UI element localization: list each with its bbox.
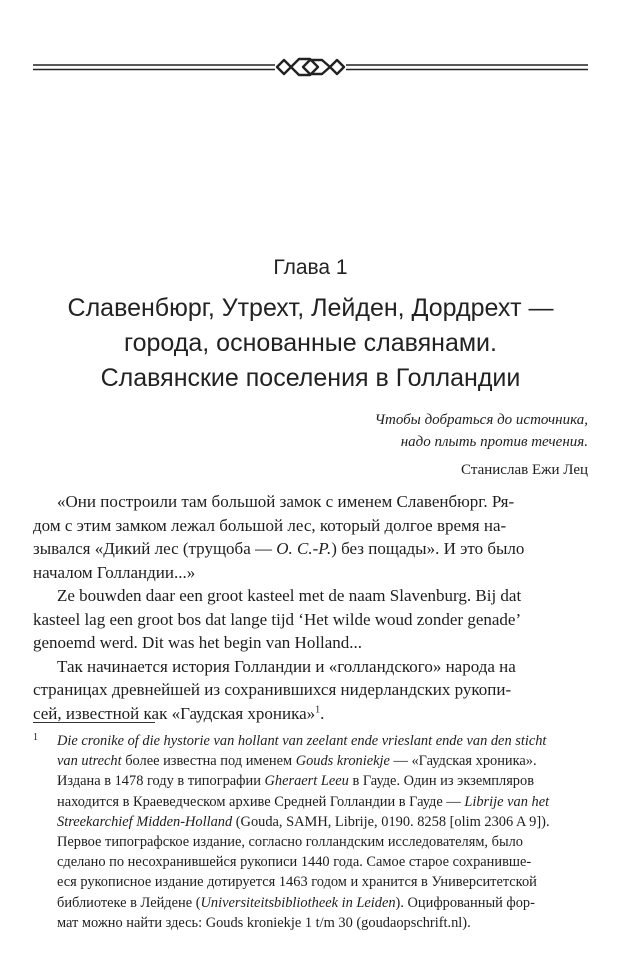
chapter-title-line: города, основанные славянами. [124,329,497,357]
body-text-span: сей, известной как «Гаудская хроника» [33,703,316,723]
body-line: дом с этим замком лежал большой лес, который долгое время на- [33,515,507,535]
body-line: kasteel lag een groot bos dat lange tijd ‘Het wilde woud zonder genade’ [33,609,522,629]
body-line: «Они построили там большой замок с именем Славенбюрг. Ря- [57,492,515,511]
footnote-divider [33,722,155,723]
footnote-span: — «Гаудская хроника». [389,753,537,770]
body-line: Ze bouwden daar een groot kasteel met de naam Slavenburg. Bij dat [57,586,522,605]
header-ornament [33,53,588,81]
footnote-line [33,812,588,832]
footnote-marker: 1 [33,732,38,743]
footnote-italic: Streekarchief Midden-Holland [57,813,233,830]
footnote-italic: Die cronike of die hystorie van hollant van zeelant ende vrieslant ende van den sticht [57,733,547,749]
footnote-span: более известна под именем [121,753,296,770]
chapter-number: Глава 1 [273,256,348,279]
body-line: Так начинается история Голландии и «голландского» народа на [57,656,516,676]
footnote-span: ). Оцифрованный фор- [395,894,535,911]
body-line: genoemd werd. Dit was het begin van Holland... [33,633,363,652]
body-text-span: зывался «Дикий лес (трущоба — [33,539,277,558]
footnote-italic: Universiteitsbibliotheek in Leiden [200,894,396,911]
body-line [33,537,588,561]
footnote-italic: van utrecht [57,753,122,770]
footnote-span: Издана в 1478 году в типографии [57,773,265,790]
epigraph [268,409,588,453]
ornament-knot-icon [277,59,344,75]
footnote-line: сделано по несохранившейся рукописи 1440 года. Самое старое сохранивше- [57,854,532,871]
footnote-italic: Gheraert Leeu [264,773,349,790]
author-initials: О. С.-Р. [276,539,332,558]
footnote-line [33,731,588,751]
footnote-italic: Librije van het [464,793,550,810]
epigraph-author: Станислав Ежи Лец [461,462,588,478]
body-text-span: . [320,703,325,723]
footnote-span: библиотеке в Лейдене ( [57,894,201,911]
footnote-reference: 1 [315,703,321,715]
chapter-title [30,291,591,396]
footnote-line [33,751,588,771]
footnote-line [33,771,588,791]
footnote-line: мат можно найти здесь: Gouds kroniekje 1 t/m 30 (goudaopschrift.nl). [57,914,471,931]
footnote-line: еся рукописное издание дотируется 1463 годом и хранится в Университетской [57,874,537,891]
body-text-span: ) без пощады». И это было [331,539,525,558]
epigraph-line: надо плыть против течения. [400,434,588,450]
footnote-span: (Gouda, SAMH, Librije, 0190. 8258 [olim 2306 A 9]). [232,813,550,830]
body-line: началом Голландии...» [33,562,196,582]
footnote-span: находится в Краеведческом архиве Средней Голландии в Гауде — [57,793,465,810]
body-line: страницах древнейшей из сохранившихся нидерландских рукопи- [33,680,512,699]
footnote-line [33,792,588,812]
footnote-line [33,893,588,913]
footnote [33,731,588,933]
chapter-title-line: Славенбюрг, Утрехт, Лейден, Дордрехт — [67,294,554,322]
epigraph-line: Чтобы добраться до источника, [374,412,588,428]
body-text [33,490,588,725]
chapter-title-line: Славянские поселения в Голландии [100,364,521,392]
footnote-span: в Гауде. Один из экземпляров [348,773,534,790]
footnote-italic: Gouds kroniekje [295,753,390,770]
footnote-line: Первое типографское издание, согласно голландским исследователям, было [57,833,523,850]
